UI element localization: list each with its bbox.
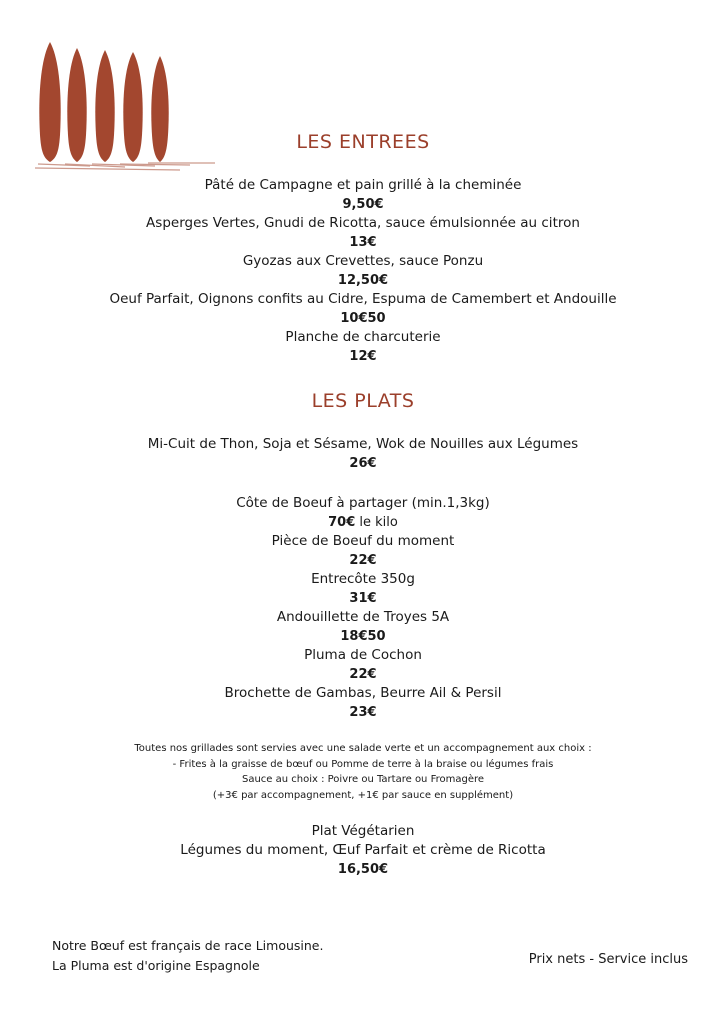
menu-item-name: Asperges Vertes, Gnudi de Ricotta, sauce émulsionnée au citron	[146, 215, 580, 231]
section-title-plats: LES PLATS	[311, 390, 415, 412]
menu-item-name: Gyozas aux Crevettes, sauce Ponzu	[242, 253, 484, 269]
menu-item-price: 12,50€	[337, 273, 389, 288]
menu-item-name: Pièce de Boeuf du moment	[271, 533, 455, 549]
origin-line: Notre Bœuf est français de race Limousine.	[52, 938, 324, 953]
service-note: Prix nets - Service inclus	[528, 952, 688, 967]
menu-item-price: 31€	[349, 591, 377, 606]
vegetarian-title: Plat Végétarien	[311, 823, 415, 839]
menu-item-name: Pluma de Cochon	[304, 647, 422, 663]
menu-item-name: Côte de Boeuf à partager (min.1,3kg)	[236, 495, 490, 511]
vegetarian-description: Légumes du moment, Œuf Parfait et crème de Ricotta	[180, 842, 546, 858]
menu-item-price: 22€	[349, 553, 377, 568]
grill-note-line: Toutes nos grillades sont servies avec une salade verte et un accompagnement aux choix :	[134, 743, 592, 754]
grill-note-line: (+3€ par accompagnement, +1€ par sauce en supplément)	[212, 789, 514, 801]
vegetarian-price: 16,50€	[337, 862, 389, 877]
menu-item-price: 9,50€	[342, 197, 384, 212]
menu-item-price: 13€	[349, 235, 377, 250]
menu-item-name: Entrecôte 350g	[311, 571, 415, 587]
menu-item-price: 12€	[349, 349, 377, 364]
menu-item-name: Andouillette de Troyes 5A	[276, 609, 450, 625]
menu-item-name: Pâté de Campagne et pain grillé à la cheminée	[204, 177, 522, 193]
menu-item-name: Oeuf Parfait, Oignons confits au Cidre, Espuma de Camembert et Andouille	[109, 291, 617, 307]
origin-note	[52, 936, 323, 976]
grill-note	[0, 741, 726, 803]
menu-item-name: Mi-Cuit de Thon, Soja et Sésame, Wok de Nouilles aux Légumes	[147, 436, 579, 452]
menu-item-price: 26€	[349, 456, 377, 471]
grill-note-line: Sauce au choix : Poivre ou Tartare ou Fromagère	[241, 774, 485, 785]
plats-list-grill	[0, 494, 726, 722]
entrees-list	[0, 176, 726, 366]
cypress-trees-icon	[30, 40, 220, 175]
vegetarian-dish	[0, 822, 726, 879]
price-value: 70€	[328, 515, 356, 530]
origin-line: La Pluma est d'origine Espagnole	[52, 958, 260, 973]
menu-item-name: Planche de charcuterie	[285, 329, 441, 345]
menu-item-price: 18€50	[340, 629, 386, 644]
price-unit: le kilo	[355, 515, 398, 530]
menu-item-price: 23€	[349, 705, 377, 720]
section-title-entrees: LES ENTREES	[296, 131, 430, 153]
menu-item-price	[0, 513, 726, 532]
grill-note-line: - Frites à la graisse de bœuf ou Pomme de terre à la braise ou légumes frais	[172, 758, 554, 770]
menu-item-price: 10€50	[340, 311, 386, 326]
plats-list-featured	[0, 435, 726, 473]
menu-item-name: Brochette de Gambas, Beurre Ail & Persil	[224, 685, 502, 701]
menu-item-price: 22€	[349, 667, 377, 682]
